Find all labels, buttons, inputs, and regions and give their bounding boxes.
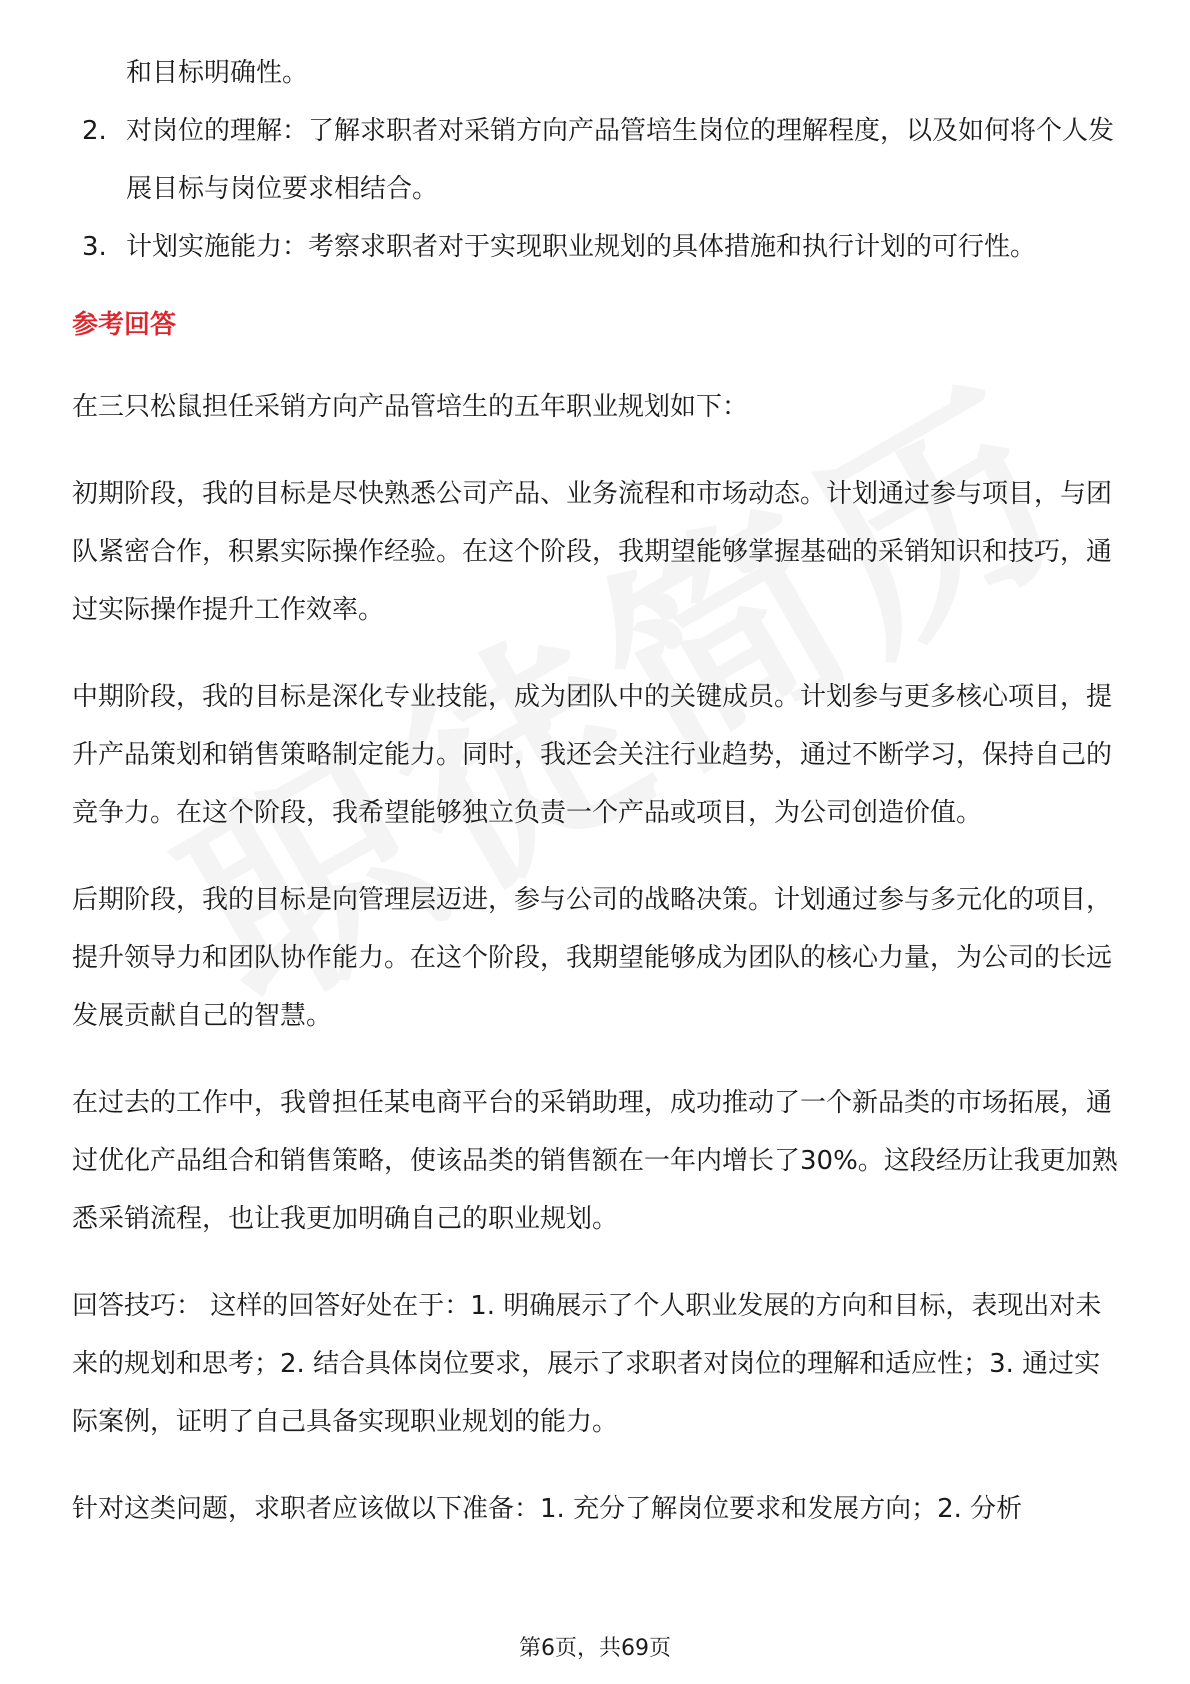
evaluation-points-list — [72, 102, 1122, 276]
list-item-text: 对岗位的理解：了解求职者对采销方向产品管培生岗位的理解程度，以及如何将个人发展目标与岗位要求相结合。 — [126, 116, 1115, 204]
list-item — [72, 102, 1122, 218]
list-item — [72, 218, 1122, 276]
section-heading: 参考回答 — [72, 310, 177, 340]
paragraph-intro: 在三只松鼠担任采销方向产品管培生的五年职业规划如下： — [72, 392, 749, 422]
paragraph-preparation: 针对这类问题，求职者应该做以下准备：1. 充分了解岗位要求和发展方向；2. 分析 — [72, 1494, 1023, 1524]
list-item-number: 2. — [82, 116, 107, 146]
page-content — [72, 44, 1122, 1538]
paragraph-late-stage: 后期阶段，我的目标是向管理层迈进，参与公司的战略决策。计划通过参与多元化的项目，提升领导力和团队协作能力。在这个阶段，我期望能够成为团队的核心力量，为公司的长远发展贡献自己的智慧。 — [72, 885, 1113, 1031]
page-number-footer: 第6页，共69页 — [519, 1636, 671, 1661]
paragraph-early-stage: 初期阶段，我的目标是尽快熟悉公司产品、业务流程和市场动态。计划通过参与项目，与团队紧密合作，积累实际操作经验。在这个阶段，我期望能够掌握基础的采销知识和技巧，通过实际操作提升工作效率。 — [72, 479, 1113, 625]
paragraph-mid-stage: 中期阶段，我的目标是深化专业技能，成为团队中的关键成员。计划参与更多核心项目，提升产品策划和销售策略制定能力。同时，我还会关注行业趋势，通过不断学习，保持自己的竞争力。在这个阶段，我希望能够独立负责一个产品或项目，为公司创造价值。 — [72, 682, 1113, 828]
paragraph-answer-tips: 回答技巧： 这样的回答好处在于：1. 明确展示了个人职业发展的方向和目标，表现出对未来的规划和思考；2. 结合具体岗位要求，展示了求职者对岗位的理解和适应性；3. 通过实际案例，证明了自己具备实现职业规划的能力。 — [72, 1291, 1102, 1437]
list-item-number: 3. — [82, 232, 107, 262]
list-item-text: 计划实施能力：考察求职者对于实现职业规划的具体措施和执行计划的可行性。 — [126, 232, 1037, 262]
paragraph-past-experience: 在过去的工作中，我曾担任某电商平台的采销助理，成功推动了一个新品类的市场拓展，通过优化产品组合和销售策略，使该品类的销售额在一年内增长了30%。这段经历让我更加熟悉采销流程，也让我更加明确自己的职业规划。 — [72, 1088, 1118, 1234]
list-item-continuation: 和目标明确性。 — [126, 58, 309, 88]
